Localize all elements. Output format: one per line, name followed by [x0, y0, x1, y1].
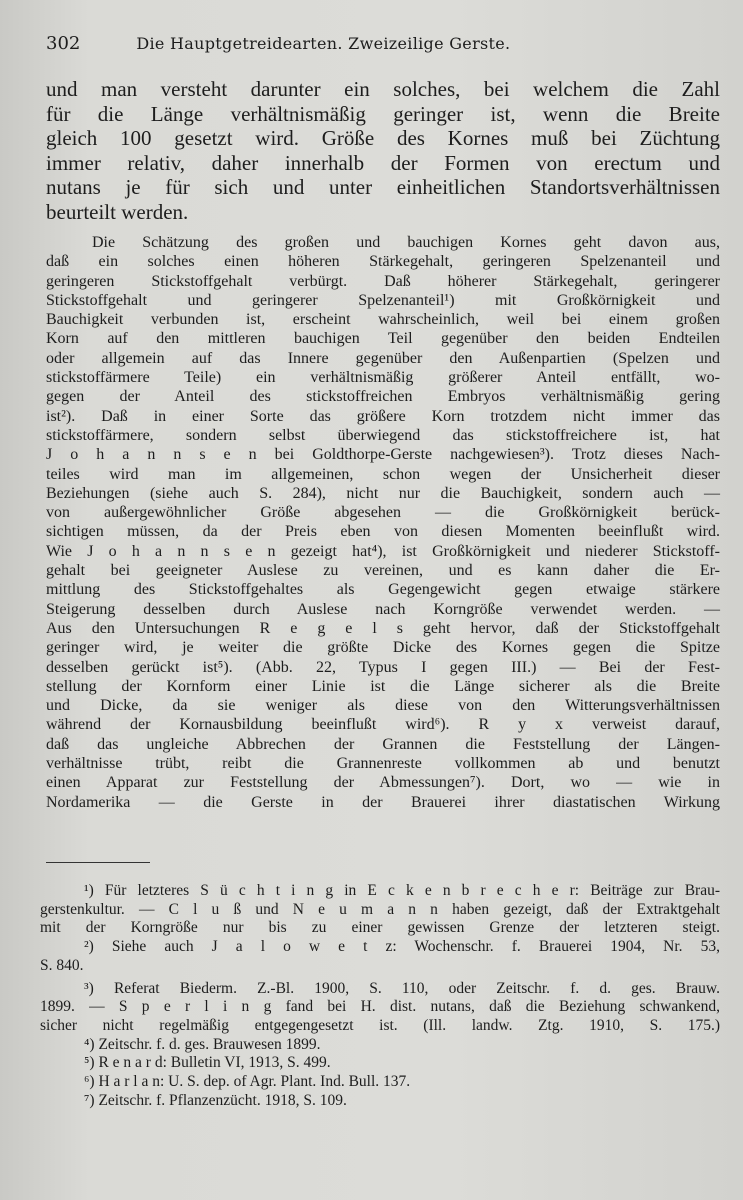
text-line: nutans je für sich und unter einheitlichen Standortsverhältnissen: [46, 175, 720, 199]
text-line: Wie J o h a n n s e n gezeigt hat⁴), ist Großkörnigkeit und niederer Stickstoff-: [46, 542, 720, 560]
text-line: daß das ungleiche Abbrechen der Grannen die Feststellung der Längen-: [46, 735, 720, 753]
text-line: gleich 100 gesetzt wird. Größe des Kornes muß bei Züchtung: [46, 126, 720, 150]
footnote-line: ⁷) Zeitschr. f. Pflanzenzücht. 1918, S. 109.: [84, 1091, 347, 1109]
text-line: stickstoffärmere, sondern selbst überwiegend das stickstoffreichere ist, hat: [46, 426, 720, 444]
footnote-line: ²) Siehe auch J a l o w e t z: Wochenschr. f. Brauerei 1904, Nr. 53,: [84, 938, 720, 956]
text-line: und man versteht darunter ein solches, bei welchem die Zahl: [46, 77, 720, 101]
text-line: geringeren Stickstoffgehalt verbürgt. Daß höherer Stärkegehalt, geringerer: [46, 272, 720, 290]
text-line: immer relativ, daher innerhalb der Formen von erectum und: [46, 150, 720, 175]
text-line: Steigerung desselben durch Auslese nach Korngröße verwendet werden. —: [46, 600, 720, 618]
text-line: von außergewöhnlicher Größe abgesehen — die Großkörnigkeit berück-: [46, 504, 720, 522]
text-line: stellung der Kornform einer Linie ist die Länge sicherer als die Breite: [46, 677, 720, 695]
text-line: J o h a n n s e n bei Goldthorpe-Gerste nachgewiesen³). Trotz dieses Nach-: [46, 446, 720, 464]
footnote-line: gerstenkultur. — C l u ß und N e u m a n n haben gezeigt, daß der Extraktgehalt: [40, 900, 720, 918]
page-number: 302: [46, 33, 81, 54]
text-line: teiles wird man im allgemeinen, schon wegen der Unsicherheit dieser: [46, 465, 720, 483]
text-line: Bauchigkeit verbunden ist, erscheint wahrscheinlich, weil bei einem großen: [46, 311, 720, 329]
text-line: für die Länge verhältnismäßig geringer ist, wenn die Breite: [46, 101, 720, 126]
main-paragraph: [46, 77, 720, 224]
footnote-line: ⁵) R e n a r d: Bulletin VI, 1913, S. 499.: [84, 1054, 331, 1072]
text-line: oder allgemein auf das Innere gegenüber den Außenpartien (Spelzen und: [46, 349, 720, 367]
footnote-separator: [46, 862, 150, 863]
text-line: stickstoffärmere Teile) ein verhältnismäßig größerer Anteil entfällt, wo-: [46, 369, 720, 387]
small-print-paragraph: [46, 233, 720, 812]
text-line: mittlung des Stickstoffgehaltes als Gegengewicht gegen etwaige stärkere: [46, 581, 720, 599]
footnote-line: ⁴) Zeitschr. f. d. ges. Brauwesen 1899.: [84, 1035, 321, 1053]
footnote-line: ³) Referat Biederm. Z.-Bl. 1900, S. 110, oder Zeitschr. f. d. ges. Brauw.: [84, 979, 720, 997]
text-line: ist²). Daß in einer Sorte das größere Korn trotzdem nicht immer das: [46, 407, 720, 425]
text-line: gegen der Anteil des stickstoffreichen Embryos verhältnismäßig gering: [46, 388, 720, 406]
running-title: Die Hauptgetreidearten. Zweizeilige Gerste.: [136, 34, 511, 53]
footnote-line: S. 840.: [40, 956, 84, 974]
text-line: beurteilt werden.: [46, 199, 189, 224]
page-header: [46, 33, 686, 54]
text-line: Beziehungen (siehe auch S. 284), nicht nur die Bauchigkeit, sondern auch —: [46, 484, 720, 502]
text-line: sichtigen müssen, da der Preis eben von diesen Momenten beeinflußt wird.: [46, 523, 720, 541]
text-line: Aus den Untersuchungen R e g e l s geht hervor, daß der Stickstoffgehalt: [46, 619, 720, 637]
text-line: Die Schätzung des großen und bauchigen Kornes geht davon aus,: [92, 234, 720, 251]
text-line: und Dicke, da sie weniger als diese von den Witterungsverhältnissen: [46, 697, 720, 715]
text-line: daß ein solches einen höheren Stärkegehalt, geringeren Spelzenanteil und: [46, 253, 720, 271]
text-line: gehalt bei geeigneter Auslese zu vereinen, und es kann daher die Er-: [46, 562, 720, 580]
footnote-line: ¹) Für letzteres S ü c h t i n g in E c k e n b r e c h e r: Beiträge zur Brau-: [84, 882, 720, 899]
text-line: einen Apparat zur Feststellung der Abmessungen⁷). Dort, wo — wie in: [46, 774, 720, 792]
footnotes: [40, 882, 720, 1110]
footnote-line: ⁶) H a r l a n: U. S. dep. of Agr. Plant. Ind. Bull. 137.: [84, 1073, 411, 1091]
footnote-line: sicher nicht regelmäßig entgegengesetzt ist. (Ill. landw. Ztg. 1910, S. 175.): [40, 1016, 720, 1034]
footnote-line: 1899. — S p e r l i n g fand bei H. dist. nutans, daß die Beziehung schwankend,: [40, 998, 720, 1016]
footnote-line: mit der Korngröße nur bis zu einer gewissen Grenze der letzteren steigt.: [40, 919, 720, 937]
text-line: Stickstoffgehalt und geringerer Spelzenanteil¹) mit Großkörnigkeit und: [46, 291, 720, 309]
text-line: Korn auf den mittleren bauchigen Teil gegenüber den beiden Endteilen: [46, 330, 720, 348]
text-line: desselben gerückt ist⁵). (Abb. 22, Typus I gegen III.) — Bei der Fest-: [46, 658, 720, 676]
text-line: geringer wird, je weiter die größte Dicke des Kornes gegen die Spitze: [46, 639, 720, 657]
text-line: verhältnisse trübt, reibt die Grannenreste vollkommen ab und benutzt: [46, 755, 720, 773]
text-line: Nordamerika — die Gerste in der Brauerei ihrer diastatischen Wirkung: [46, 793, 720, 811]
text-line: während der Kornausbildung beeinflußt wird⁶). R y x verweist darauf,: [46, 716, 720, 734]
